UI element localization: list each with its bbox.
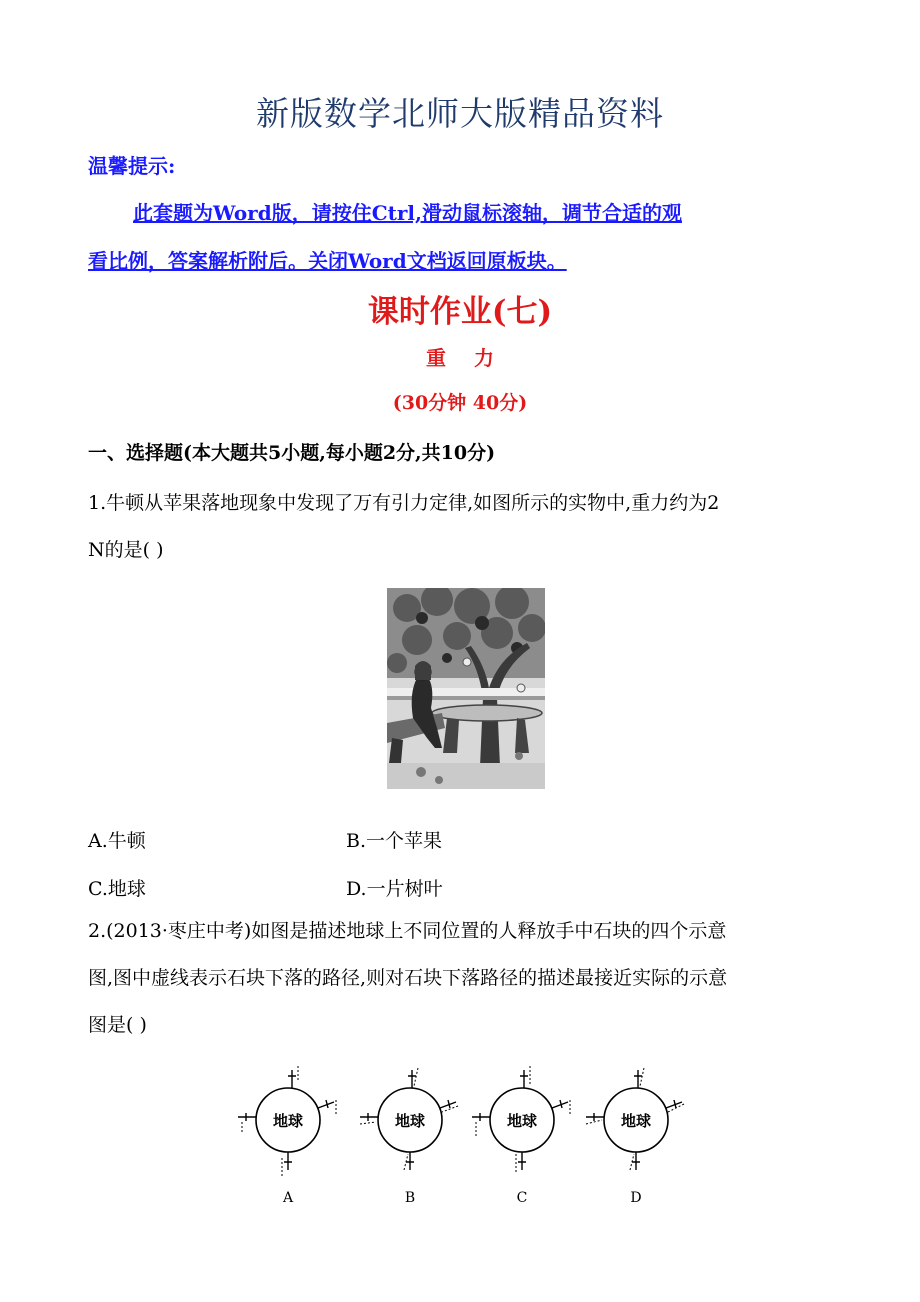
- option-b[interactable]: B.一个苹果: [346, 830, 443, 852]
- figure-label-d: D: [630, 1190, 642, 1206]
- falling-stone-diagrams: [232, 1062, 692, 1212]
- figure-label-a: A: [282, 1190, 294, 1206]
- question-2-line-2: 图,图中虚线表示石块下落的路径,则对石块下落路径的描述最接近实际的示意: [88, 967, 728, 989]
- question-2-stem: [88, 908, 833, 1049]
- question-1-stem: [88, 480, 828, 574]
- diagram-a: [238, 1066, 336, 1206]
- homework-topic: 重力: [426, 346, 522, 370]
- option-d[interactable]: D.一片树叶: [346, 878, 443, 900]
- globe-label-c: 地球: [506, 1112, 538, 1130]
- question-2-line-3: 图是( ): [88, 1014, 147, 1036]
- newton-tree-illustration: [387, 588, 545, 789]
- globe-label-b: 地球: [394, 1112, 426, 1130]
- homework-title: 课时作业(七): [367, 294, 553, 330]
- diagram-d: [586, 1068, 684, 1206]
- document-banner: 新版数学北师大版精品资料: [256, 94, 664, 133]
- option-c[interactable]: C.地球: [88, 878, 146, 900]
- globe-label-d: 地球: [620, 1112, 652, 1130]
- question-2-line-1: 2.(2013·枣庄中考)如图是描述地球上不同位置的人释放手中石块的四个示意: [88, 920, 727, 942]
- tip-line-1[interactable]: 此套题为Word版，请按住Ctrl,滑动鼠标滚轴，调节合适的观: [133, 201, 682, 225]
- figure-label-c: C: [516, 1190, 528, 1206]
- tip-line-2[interactable]: 看比例，答案解析附后。关闭Word文档返回原板块。: [88, 249, 567, 273]
- diagram-c: [472, 1066, 570, 1206]
- figure-label-b: B: [404, 1190, 416, 1206]
- diagram-b: [360, 1068, 458, 1206]
- globe-label-a: 地球: [272, 1112, 304, 1130]
- homework-time: (30分钟 40分): [392, 392, 528, 414]
- tip-title: 温馨提示:: [88, 154, 176, 178]
- section-heading: 一、选择题(本大题共5小题,每小题2分,共10分): [88, 442, 496, 464]
- question-1-line-2: N的是( ): [88, 539, 164, 561]
- question-1-line-1: 1.牛顿从苹果落地现象中发现了万有引力定律,如图所示的实物中,重力约为2: [88, 492, 720, 514]
- option-a[interactable]: A.牛顿: [88, 830, 146, 852]
